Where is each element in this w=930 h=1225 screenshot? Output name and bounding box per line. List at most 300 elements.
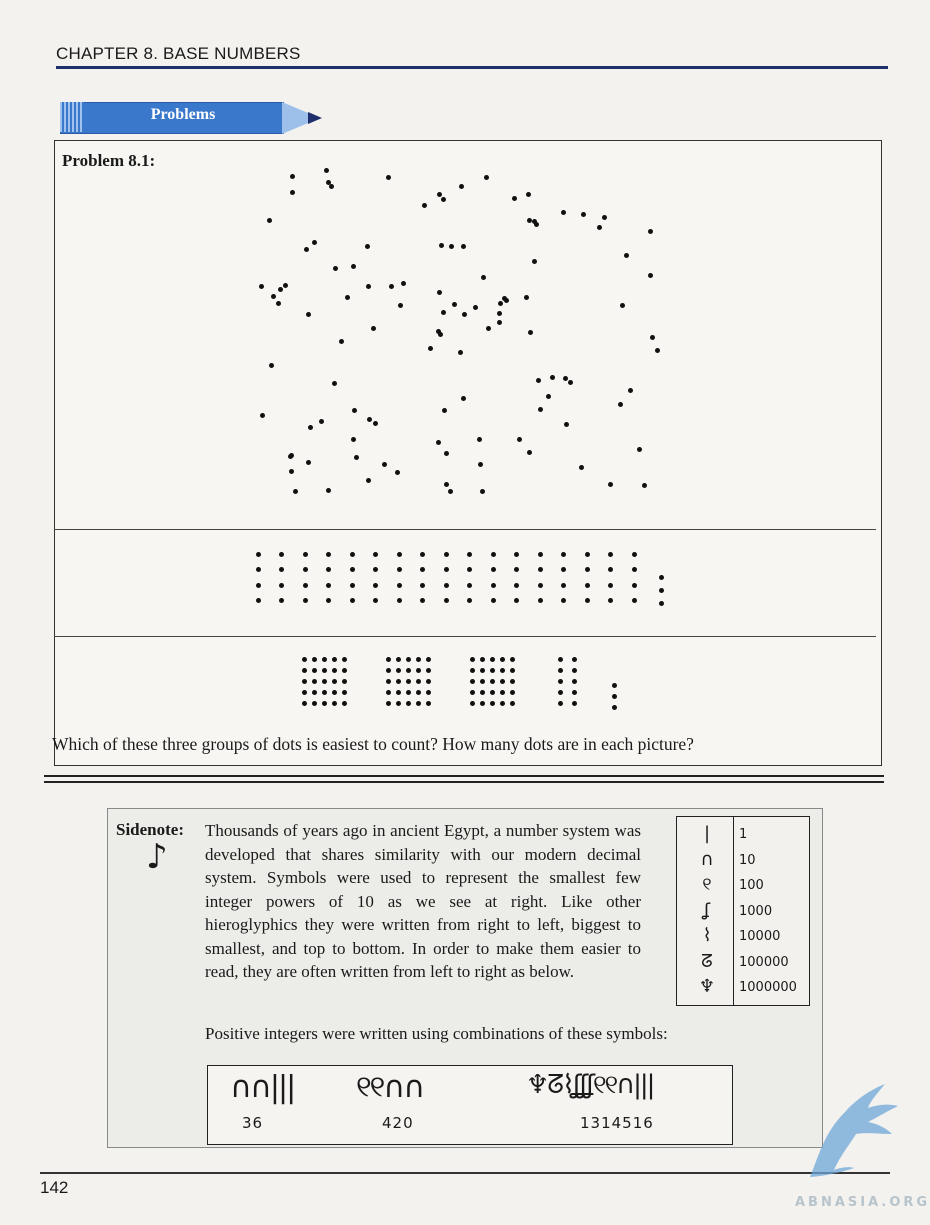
row-dot xyxy=(538,598,543,603)
scattered-dot xyxy=(367,417,372,422)
grouped-dot xyxy=(426,701,431,706)
scattered-dot xyxy=(354,455,359,460)
glyph-row xyxy=(677,925,809,950)
grouped-dot xyxy=(312,668,317,673)
scattered-dot xyxy=(373,421,378,426)
grouped-dot xyxy=(322,701,327,706)
grouped-dot xyxy=(396,657,401,662)
grouped-dot xyxy=(572,690,577,695)
hieroglyph-table xyxy=(676,816,810,1006)
example-glyphs-420: ୧୧∩∩ xyxy=(356,1070,424,1105)
grouped-dot xyxy=(510,701,515,706)
row-dot xyxy=(373,552,378,557)
grouped-dot xyxy=(322,679,327,684)
glyph-value: 1 xyxy=(739,827,748,842)
grouped-dot xyxy=(386,657,391,662)
scattered-dot xyxy=(306,312,311,317)
scattered-dot xyxy=(546,394,551,399)
row-dot xyxy=(373,583,378,588)
grouped-dot xyxy=(480,679,485,684)
row-dot xyxy=(326,583,331,588)
scattered-dot xyxy=(628,388,633,393)
row-dot xyxy=(444,567,449,572)
scattered-dot xyxy=(276,301,281,306)
scattered-dot xyxy=(517,437,522,442)
scattered-dot xyxy=(422,203,427,208)
chapter-header: CHAPTER 8. BASE NUMBERS xyxy=(56,44,301,63)
scattered-dot xyxy=(366,478,371,483)
grouped-dot xyxy=(302,701,307,706)
row-dot xyxy=(491,598,496,603)
row-dot xyxy=(420,598,425,603)
scattered-dot xyxy=(290,174,295,179)
grouped-dot xyxy=(490,701,495,706)
glyph-value: 100 xyxy=(739,878,764,893)
scattered-dot xyxy=(486,326,491,331)
row-dot xyxy=(491,583,496,588)
divider-1 xyxy=(54,529,876,530)
scattered-dot xyxy=(444,451,449,456)
glyph-row xyxy=(677,874,809,899)
scattered-dot xyxy=(620,303,625,308)
scattered-dot xyxy=(536,378,541,383)
grouped-dot xyxy=(470,690,475,695)
scattered-dot xyxy=(437,290,442,295)
row-dot xyxy=(350,567,355,572)
row-dot xyxy=(279,583,284,588)
scattered-dot xyxy=(458,350,463,355)
row-dot xyxy=(467,567,472,572)
scattered-dot xyxy=(459,184,464,189)
scattered-dot xyxy=(461,244,466,249)
scattered-dot xyxy=(371,326,376,331)
row-dot xyxy=(397,567,402,572)
grouped-dot xyxy=(322,657,327,662)
divider-2 xyxy=(54,636,876,637)
grouped-dot xyxy=(312,679,317,684)
scattered-dot xyxy=(442,408,447,413)
grouped-dot xyxy=(612,705,617,710)
scattered-dot xyxy=(597,225,602,230)
grouped-dot xyxy=(490,657,495,662)
section-rule-top xyxy=(44,775,884,777)
grouped-dot xyxy=(302,668,307,673)
scattered-dot xyxy=(339,339,344,344)
scattered-dot xyxy=(534,222,539,227)
grouped-dot xyxy=(490,679,495,684)
grouped-dot xyxy=(558,668,563,673)
row-dot xyxy=(303,583,308,588)
row-dot xyxy=(538,567,543,572)
row-dot xyxy=(467,552,472,557)
sidenote-label: Sidenote: xyxy=(116,820,184,839)
scattered-dot xyxy=(484,175,489,180)
grouped-dot xyxy=(500,701,505,706)
scattered-dot xyxy=(650,335,655,340)
row-dot xyxy=(491,567,496,572)
row-dot xyxy=(256,583,261,588)
grouped-dot xyxy=(558,690,563,695)
grouped-dot xyxy=(426,668,431,673)
watermark-text: ABNASIA.ORG xyxy=(795,1195,930,1210)
scattered-dot xyxy=(345,295,350,300)
glyph-row xyxy=(677,849,809,874)
row-dot xyxy=(491,552,496,557)
row-dot xyxy=(373,567,378,572)
scattered-dot xyxy=(439,243,444,248)
row-dot xyxy=(303,567,308,572)
footer-rule xyxy=(40,1172,890,1174)
scattered-dot xyxy=(528,330,533,335)
grouped-dot xyxy=(426,679,431,684)
row-dot xyxy=(397,552,402,557)
row-dot xyxy=(632,583,637,588)
grouped-dot xyxy=(480,690,485,695)
grouped-dot xyxy=(302,657,307,662)
scattered-dot xyxy=(526,192,531,197)
grouped-dot xyxy=(416,690,421,695)
grouped-dot xyxy=(396,690,401,695)
grouped-dot xyxy=(470,679,475,684)
scattered-dot xyxy=(637,447,642,452)
row-dot xyxy=(632,567,637,572)
scattered-dot xyxy=(306,460,311,465)
grouped-dot xyxy=(510,679,515,684)
glyph-value: 1000 xyxy=(739,903,773,919)
scattered-dot xyxy=(538,407,543,412)
grouped-dot xyxy=(342,701,347,706)
scattered-dot xyxy=(441,197,446,202)
grouped-dot xyxy=(386,690,391,695)
scattered-dot xyxy=(267,218,272,223)
row-dot xyxy=(585,583,590,588)
hieroglyph-icon: | xyxy=(703,823,711,844)
grouped-dot xyxy=(572,679,577,684)
grouped-dot xyxy=(322,668,327,673)
grouped-dot xyxy=(426,690,431,695)
header-rule xyxy=(56,66,888,69)
scattered-dot xyxy=(333,266,338,271)
scattered-dot xyxy=(648,273,653,278)
row-dot xyxy=(632,552,637,557)
glyph-row xyxy=(677,900,809,925)
dot-figures xyxy=(54,140,880,764)
grouped-dot xyxy=(396,701,401,706)
grouped-dot xyxy=(510,668,515,673)
scattered-dot xyxy=(568,380,573,385)
grouped-dot xyxy=(470,701,475,706)
scattered-dot xyxy=(497,320,502,325)
glyph-row xyxy=(677,976,809,1001)
grouped-dot xyxy=(572,701,577,706)
row-dot xyxy=(303,598,308,603)
scattered-dot xyxy=(564,422,569,427)
row-dot xyxy=(303,552,308,557)
scattered-dot xyxy=(288,454,293,459)
grouped-dot xyxy=(312,701,317,706)
scattered-dot xyxy=(437,192,442,197)
problem-question: Which of these three groups of dots is easiest to count? How many dots are in each picture? xyxy=(52,734,694,754)
scattered-dot xyxy=(260,413,265,418)
section-rule-bottom xyxy=(44,781,884,783)
scattered-dot xyxy=(527,218,532,223)
scattered-dot xyxy=(444,482,449,487)
sidenote-text: Thousands of years ago in ancient Egypt, a number system was developed that shares similarity with our modern decimal system. Symbols were used to represent the smallest few integer powers of 10 as we see at right. Like other hieroglyphics they were written from right to left, biggest to smallest, and top to bottom. In order to make them easier to read, they are often written from left to right as below. xyxy=(205,821,641,981)
grouped-dot xyxy=(406,679,411,684)
row-dot xyxy=(608,598,613,603)
row-dot xyxy=(420,552,425,557)
scattered-dot xyxy=(452,302,457,307)
grouped-dot xyxy=(558,657,563,662)
example-glyphs-1314516: ♆ᘔ⌇ʆʆʆ୧୧∩||| xyxy=(526,1070,654,1100)
grouped-dot xyxy=(510,657,515,662)
row-dot xyxy=(420,567,425,572)
row-dot xyxy=(561,583,566,588)
scattered-dot xyxy=(624,253,629,258)
scattered-dot xyxy=(648,229,653,234)
pencil-ferrule xyxy=(60,102,84,132)
row-dot xyxy=(538,583,543,588)
grouped-dot xyxy=(470,657,475,662)
banner-label: Problems xyxy=(150,106,216,123)
scattered-dot xyxy=(382,462,387,467)
scattered-dot xyxy=(498,301,503,306)
scattered-dot xyxy=(289,469,294,474)
row-dot xyxy=(514,598,519,603)
scattered-dot xyxy=(351,264,356,269)
row-dot xyxy=(659,575,664,580)
example-number-36: 36 xyxy=(242,1114,264,1132)
row-dot xyxy=(444,598,449,603)
row-dot xyxy=(561,598,566,603)
row-dot xyxy=(326,552,331,557)
scattered-dot xyxy=(563,376,568,381)
scattered-dot xyxy=(365,244,370,249)
example-number-1314516: 1314516 xyxy=(580,1114,654,1132)
music-note-icon: ♪ xyxy=(146,837,168,877)
grouped-dot xyxy=(500,668,505,673)
scattered-dot xyxy=(304,247,309,252)
grouped-dot xyxy=(332,701,337,706)
positive-integers-text: Positive integers were written using combinations of these symbols: xyxy=(205,1024,668,1043)
scattered-dot xyxy=(332,381,337,386)
scattered-dot xyxy=(278,287,283,292)
grouped-dot xyxy=(312,690,317,695)
scattered-dot xyxy=(524,295,529,300)
row-dot xyxy=(279,552,284,557)
row-dot xyxy=(420,583,425,588)
grouped-dot xyxy=(426,657,431,662)
grouped-dot xyxy=(396,679,401,684)
grouped-dot xyxy=(500,657,505,662)
scattered-dot xyxy=(389,284,394,289)
row-dot xyxy=(444,552,449,557)
scattered-dot xyxy=(579,465,584,470)
grouped-dot xyxy=(558,701,563,706)
grouped-dot xyxy=(342,679,347,684)
scattered-dot xyxy=(312,240,317,245)
scattered-dot xyxy=(581,212,586,217)
row-dot xyxy=(608,567,613,572)
scattered-dot xyxy=(319,419,324,424)
scattered-dot xyxy=(550,375,555,380)
hieroglyph-icon: ʆ xyxy=(703,899,711,921)
glyph-value: 100000 xyxy=(739,954,789,970)
glyph-row xyxy=(677,951,809,976)
scattered-dot xyxy=(259,284,264,289)
row-dot xyxy=(326,567,331,572)
row-dot xyxy=(256,598,261,603)
scattered-dot xyxy=(398,303,403,308)
row-dot xyxy=(514,567,519,572)
scattered-dot xyxy=(608,482,613,487)
page-number: 142 xyxy=(40,1178,69,1197)
hieroglyph-icon: ᘔ xyxy=(701,950,713,972)
row-dot xyxy=(632,598,637,603)
scattered-dot xyxy=(271,294,276,299)
scattered-dot xyxy=(478,462,483,467)
examples-box xyxy=(207,1065,733,1145)
scattered-dot xyxy=(366,284,371,289)
scattered-dot xyxy=(655,348,660,353)
scattered-dot xyxy=(290,190,295,195)
grouped-dot xyxy=(490,690,495,695)
grouped-dot xyxy=(322,690,327,695)
scattered-dot xyxy=(401,281,406,286)
grouped-dot xyxy=(480,701,485,706)
scattered-dot xyxy=(618,402,623,407)
scattered-dot xyxy=(326,180,331,185)
grouped-dot xyxy=(386,701,391,706)
glyph-value: 10000 xyxy=(739,929,781,944)
example-number-420: 420 xyxy=(382,1114,414,1132)
row-dot xyxy=(256,567,261,572)
grouped-dot xyxy=(416,657,421,662)
grouped-dot xyxy=(500,690,505,695)
row-dot xyxy=(659,601,664,606)
row-dot xyxy=(279,598,284,603)
glyph-value: 10 xyxy=(739,852,756,868)
scattered-dot xyxy=(324,168,329,173)
row-dot xyxy=(397,583,402,588)
grouped-dot xyxy=(396,668,401,673)
example-glyphs-36: ∩∩||| xyxy=(230,1070,295,1105)
scattered-dot xyxy=(512,196,517,201)
scattered-dot xyxy=(461,396,466,401)
grouped-dot xyxy=(332,690,337,695)
row-dot xyxy=(659,588,664,593)
grouped-dot xyxy=(612,683,617,688)
grouped-dot xyxy=(510,690,515,695)
scattered-dot xyxy=(480,489,485,494)
scattered-dot xyxy=(642,483,647,488)
grouped-dot xyxy=(332,657,337,662)
scattered-dot xyxy=(561,210,566,215)
row-dot xyxy=(585,598,590,603)
hieroglyph-icon: ⌇ xyxy=(702,925,712,946)
scattered-dot xyxy=(527,450,532,455)
row-dot xyxy=(538,552,543,557)
grouped-dot xyxy=(480,668,485,673)
grouped-dot xyxy=(470,668,475,673)
grouped-dot xyxy=(302,690,307,695)
grouped-dot xyxy=(302,679,307,684)
grouped-dot xyxy=(416,668,421,673)
grouped-dot xyxy=(480,657,485,662)
grouped-dot xyxy=(386,679,391,684)
grouped-dot xyxy=(416,701,421,706)
grouped-dot xyxy=(332,668,337,673)
grouped-dot xyxy=(406,701,411,706)
grouped-dot xyxy=(312,657,317,662)
grouped-dot xyxy=(342,657,347,662)
scattered-dot xyxy=(473,305,478,310)
grouped-dot xyxy=(406,690,411,695)
scattered-dot xyxy=(283,283,288,288)
row-dot xyxy=(608,552,613,557)
grouped-dot xyxy=(406,657,411,662)
hieroglyph-icon: ୧ xyxy=(702,874,712,895)
scattered-dot xyxy=(462,312,467,317)
scattered-dot xyxy=(532,259,537,264)
scattered-dot xyxy=(326,488,331,493)
row-dot xyxy=(350,598,355,603)
grouped-dot xyxy=(572,657,577,662)
scattered-dot xyxy=(441,310,446,315)
row-dot xyxy=(256,552,261,557)
hieroglyph-icon: ♆ xyxy=(698,976,716,997)
row-dot xyxy=(467,583,472,588)
grouped-dot xyxy=(558,679,563,684)
scattered-dot xyxy=(436,440,441,445)
scattered-dot xyxy=(481,275,486,280)
glyph-value: 1000000 xyxy=(739,980,797,995)
row-dot xyxy=(373,598,378,603)
row-dot xyxy=(585,552,590,557)
row-dot xyxy=(444,583,449,588)
scattered-dot xyxy=(448,489,453,494)
row-dot xyxy=(350,583,355,588)
glyph-row xyxy=(677,823,809,848)
watermark-bird-icon xyxy=(790,1082,900,1182)
grouped-dot xyxy=(342,668,347,673)
grouped-dot xyxy=(612,694,617,699)
scattered-dot xyxy=(428,346,433,351)
row-dot xyxy=(514,583,519,588)
row-dot xyxy=(561,552,566,557)
row-dot xyxy=(608,583,613,588)
grouped-dot xyxy=(416,679,421,684)
grouped-dot xyxy=(406,668,411,673)
problem-title: Problem 8.1: xyxy=(62,151,156,170)
pencil-lead xyxy=(308,112,322,124)
scattered-dot xyxy=(293,489,298,494)
grouped-dot xyxy=(342,690,347,695)
problems-banner xyxy=(60,102,330,134)
scattered-dot xyxy=(602,215,607,220)
scattered-dot xyxy=(449,244,454,249)
row-dot xyxy=(397,598,402,603)
scattered-dot xyxy=(352,408,357,413)
scattered-dot xyxy=(351,437,356,442)
grouped-dot xyxy=(386,668,391,673)
row-dot xyxy=(350,552,355,557)
grouped-dot xyxy=(490,668,495,673)
row-dot xyxy=(467,598,472,603)
row-dot xyxy=(279,567,284,572)
row-dot xyxy=(585,567,590,572)
row-dot xyxy=(514,552,519,557)
